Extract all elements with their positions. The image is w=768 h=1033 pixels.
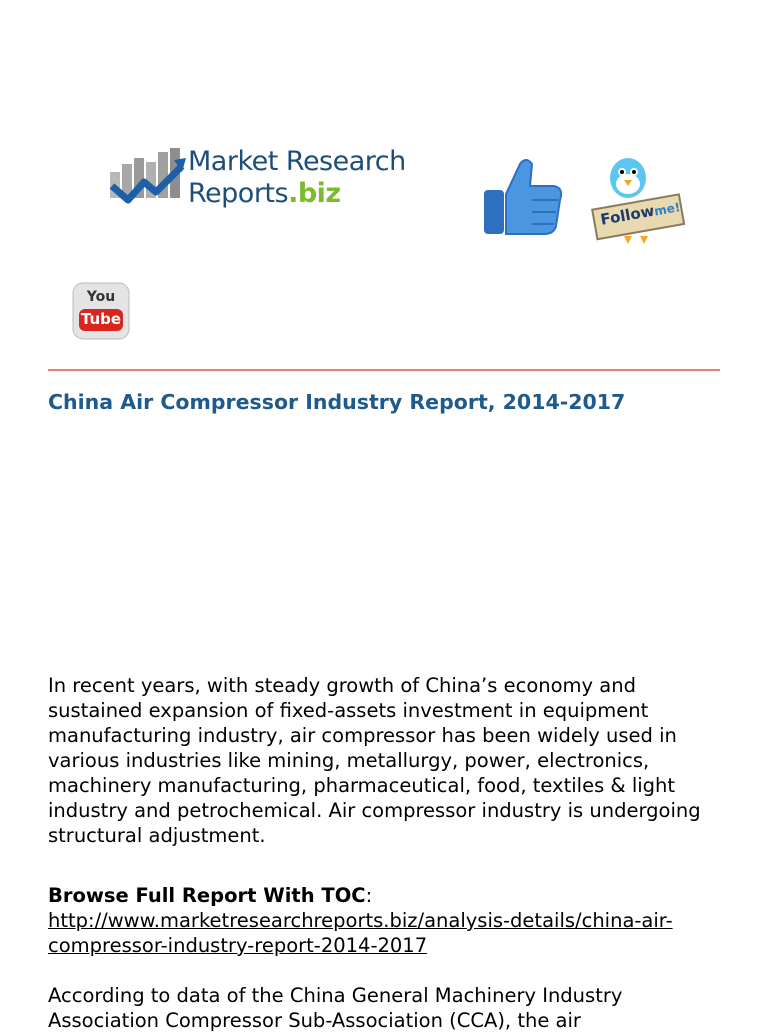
- logo-text-biz: .biz: [288, 178, 341, 209]
- thumbs-up-icon: [474, 150, 566, 248]
- intro-paragraph: In recent years, with steady growth of China’s economy and sustained expansion of fixed-assets investment in equipment manufacturing industry, air compressor has been widely used in various industries like mining, metallurgy, power, electronics, machinery manufacturing, pharmaceutical, food, textiles & light industry and petrochemical. Air compressor industry is undergoing structural adjustment.: [48, 674, 701, 847]
- youtube-button[interactable]: [72, 282, 130, 340]
- toc-section: [48, 883, 728, 958]
- logo-text-reports: Reports: [188, 178, 289, 209]
- logo-text-line2: [188, 178, 341, 210]
- body-paragraph: According to data of the China General Machinery Industry Association Compressor Sub-Association (CCA), the air: [48, 984, 623, 1032]
- header-divider: [48, 369, 720, 371]
- toc-link[interactable]: http://www.marketresearchreports.biz/analysis-details/china-air-compressor-industry-report-2014-2017: [48, 909, 673, 957]
- me-label: me!: [653, 200, 682, 219]
- toc-colon: :: [365, 884, 373, 907]
- facebook-like-button[interactable]: [474, 150, 566, 248]
- youtube-you-label: You: [86, 289, 116, 305]
- company-logo[interactable]: [108, 140, 408, 220]
- toc-label: Browse Full Report With TOC: [48, 884, 366, 907]
- report-title: China Air Compressor Industry Report, 2014-2017: [48, 390, 626, 414]
- follow-label: Follow: [599, 201, 656, 229]
- youtube-tube-label: Tube: [80, 310, 122, 328]
- bar-chart-logo-icon: [108, 146, 186, 212]
- logo-text-line1: Market Research: [188, 146, 406, 177]
- twitter-follow-button[interactable]: [584, 150, 690, 250]
